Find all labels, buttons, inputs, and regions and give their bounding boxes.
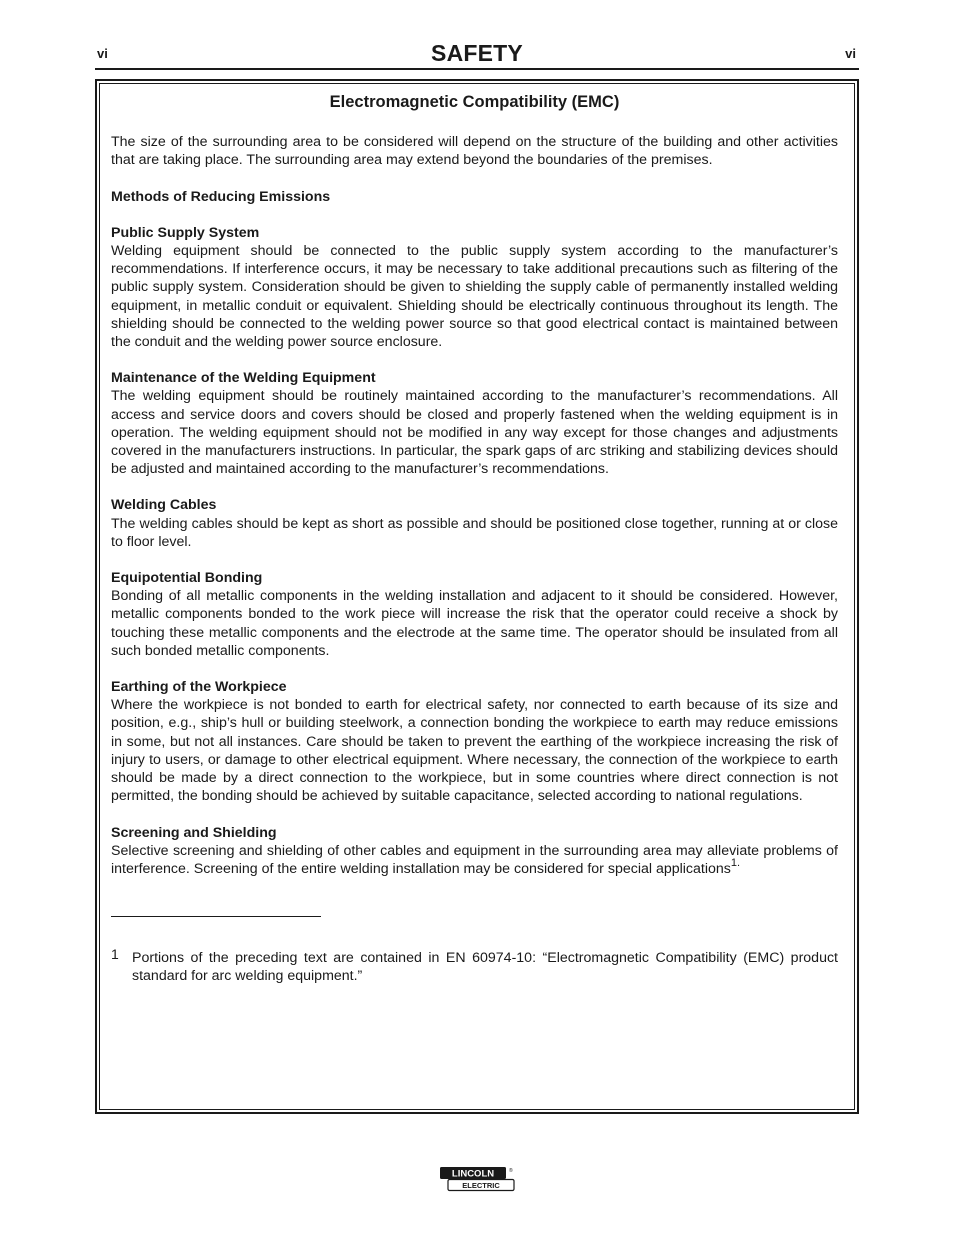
public-supply-system-heading: Public Supply System	[111, 224, 260, 241]
equipotential-bonding-heading: Equipotential Bonding	[111, 570, 263, 587]
logo-line1: LINCOLN	[451, 1168, 495, 1180]
logo-line2: ELECTRIC	[462, 1181, 500, 1190]
screening-shielding-block	[111, 824, 838, 879]
earthing-workpiece-block	[111, 678, 838, 805]
earthing-workpiece-text: Where the workpiece is not bonded to earth for electrical safety, nor connected to earth because of its size and position, e.g., ship’s hull or building steelwork, a connection bonding the workpiece to earth may reduce emissions in some, but not all instances. Care should be taken to prevent the earthing of the workpiece increasing the risk of injury to users, or damage to other electrical equipment. Where necessary, the connection of the workpiece to earth should be made by a direct connection to the workpiece, but in some countries where direct connection is not permitted, the bonding should be achieved by suitable capacitance, selected according to national regulations.	[111, 697, 838, 805]
public-supply-system-text: Welding equipment should be connected to the public supply system according to the manufacturer’s recommendations. If interference occurs, it may be necessary to take additional precautions such as filtering of the public supply system. Consideration should be given to shielding the supply cable of permanently installed welding equipment, in metallic conduit or equivalent. Shielding should be electrically continuous throughout its length. The shielding should be connected to the welding power source so that good electrical contact is maintained between the conduit and the welding power source enclosure.	[111, 243, 838, 351]
footnote-reference: 1.	[730, 857, 741, 870]
lincoln-electric-logo	[439, 1166, 515, 1192]
maintenance-heading: Maintenance of the Welding Equipment	[111, 370, 376, 387]
earthing-workpiece-heading: Earthing of the Workpiece	[111, 679, 287, 696]
equipotential-bonding-text: Bonding of all metallic components in the welding installation and adjacent to it should be considered. However, metallic components bonded to the work piece will increase the risk that the operator could receive a shock by touching these metallic components and the electrode at the same time. The operator should be insulated from all such bonded metallic components.	[111, 588, 838, 659]
emc-intro-paragraph: The size of the surrounding area to be considered will depend on the structure of the building and other activities that are taking place. The surrounding area may extend beyond the boundaries of the premises.	[111, 134, 838, 169]
maintenance-block	[111, 369, 838, 478]
screening-shielding-heading: Screening and Shielding	[111, 824, 277, 841]
header-rule	[95, 68, 859, 70]
emc-content-box	[95, 79, 859, 1114]
equipotential-bonding-block	[111, 569, 838, 660]
screening-shielding-text: Selective screening and shielding of other cables and equipment in the surrounding area may alleviate problems of interference. Screening of the entire welding installation may be considered for special applications	[111, 842, 838, 877]
welding-cables-block	[111, 496, 838, 551]
welding-cables-text: The welding cables should be kept as short as possible and should be positioned close together, running at or close to floor level.	[111, 515, 838, 550]
emc-content	[111, 93, 838, 986]
page-number-right: vi	[845, 46, 856, 61]
footnote-divider	[111, 916, 321, 917]
methods-heading: Methods of Reducing Emissions	[111, 188, 331, 205]
page-number-left: vi	[97, 46, 108, 61]
screening-shielding-paragraph	[111, 842, 838, 878]
maintenance-text: The welding equipment should be routinely maintained according to the manufacturer’s recommendations. All access and service doors and covers should be closed and properly fastened when the welding equipment is in operation. The welding equipment should not be modified in any way except for those changes and adjustments covered in the manufacturers instructions. In particular, the spark gaps of arc striking and stabilizing devices should be adjusted and maintained according to the manufacturer’s recommendations.	[111, 388, 838, 478]
page-title: SAFETY	[431, 40, 523, 66]
emc-section-title: Electromagnetic Compatibility (EMC)	[329, 93, 620, 111]
public-supply-system-block	[111, 224, 838, 351]
footnote-mark: 1	[111, 946, 119, 963]
logo-registered-mark: ®	[509, 1168, 513, 1174]
footnote-text: Portions of the preceding text are contained in EN 60974-10: “Electromagnetic Compatibility (EMC) product standard for arc welding equipment.”	[132, 950, 838, 985]
footnote	[111, 946, 838, 985]
welding-cables-heading: Welding Cables	[111, 497, 217, 514]
